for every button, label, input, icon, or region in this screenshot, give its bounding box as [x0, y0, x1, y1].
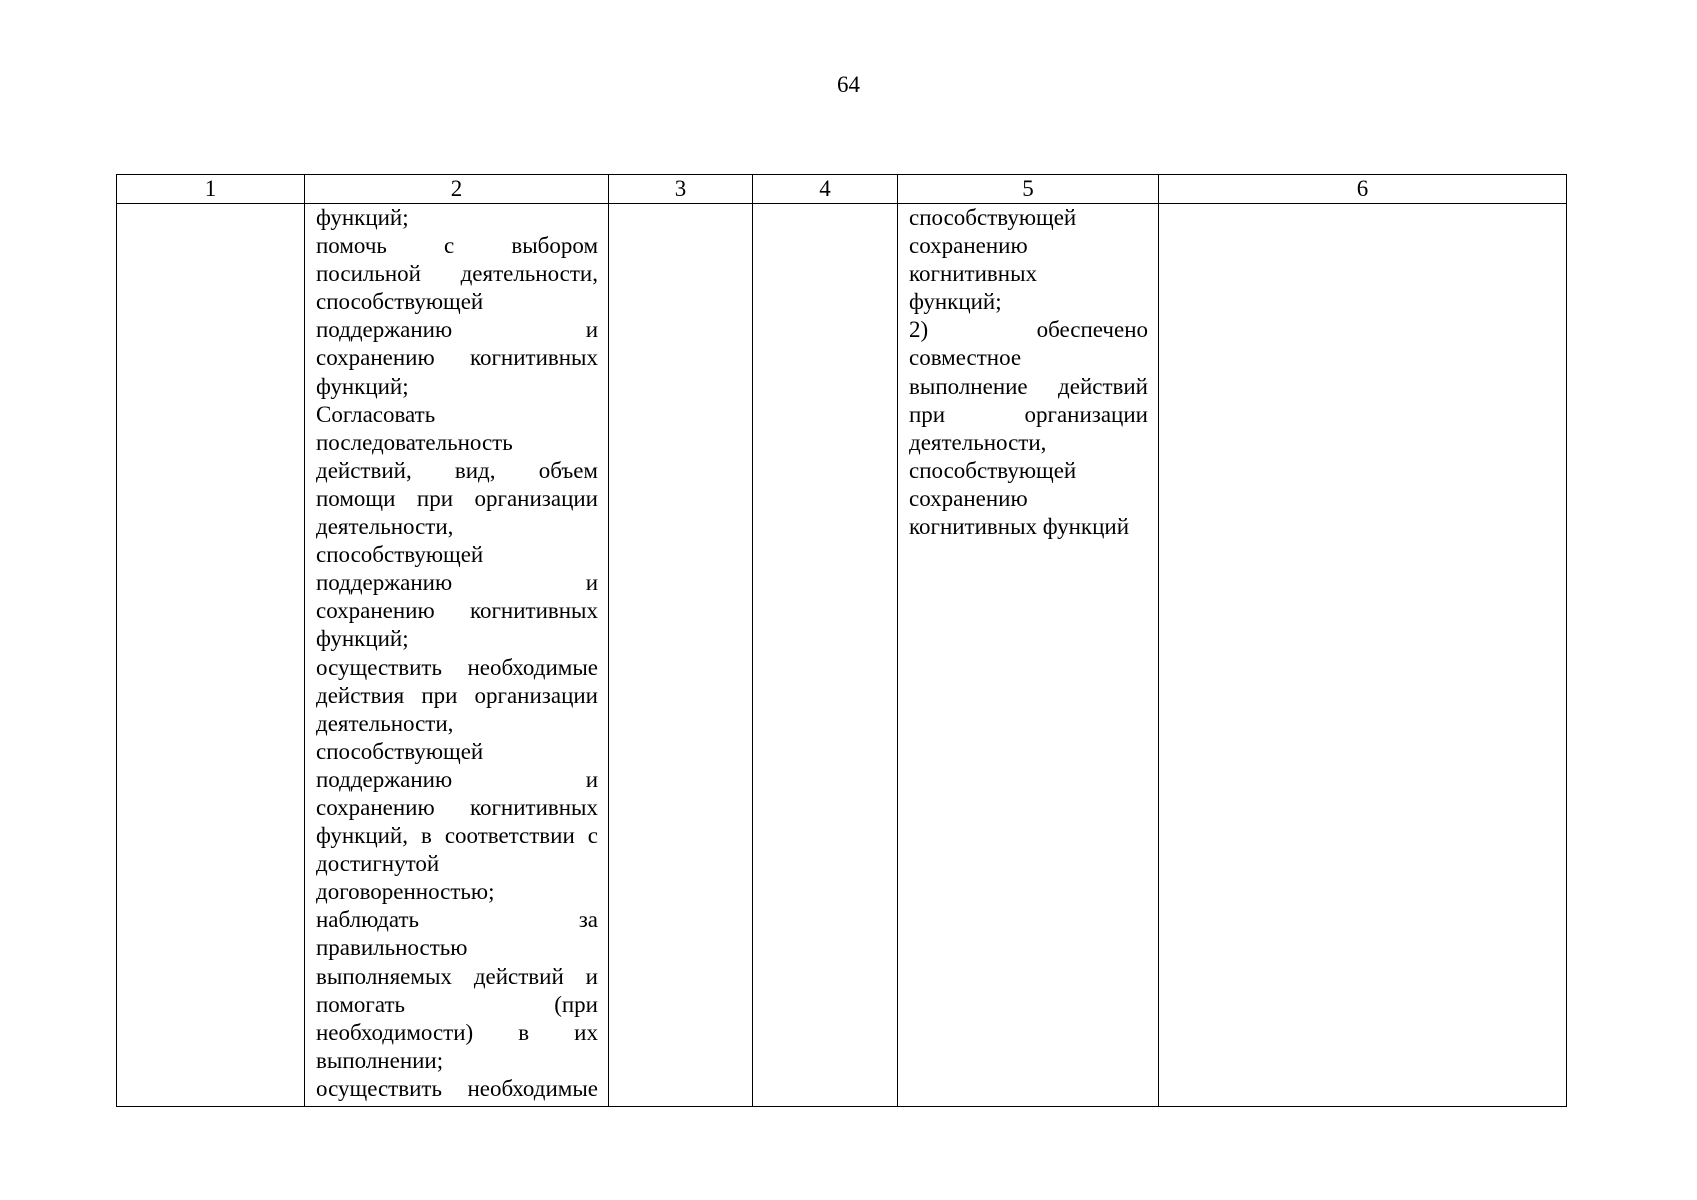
- text-line: достигнутой: [316, 851, 440, 877]
- text-line: сохранению когнитивных: [316, 598, 598, 624]
- table-header-row: [117, 175, 1567, 204]
- text-line: последовательность: [316, 429, 513, 455]
- text-line: помощи при организации: [316, 485, 598, 511]
- cell-col-2: [305, 204, 609, 1107]
- text-line: способствующей: [909, 457, 1077, 483]
- text-line: помогать (при: [316, 991, 598, 1017]
- text-line: выполнении;: [316, 1047, 444, 1073]
- text-line: поддержанию и: [316, 317, 598, 343]
- text-line: деятельности,: [316, 514, 454, 540]
- text-line: деятельности,: [316, 710, 454, 736]
- text-line: функций;: [909, 289, 1002, 315]
- text-line: деятельности,: [909, 429, 1047, 455]
- text-line: функций, в соответствии с: [316, 823, 598, 849]
- text-line: помочь с выбором: [316, 233, 598, 259]
- text-line: поддержанию и: [316, 570, 598, 596]
- text-line: сохранению: [909, 233, 1028, 259]
- text-line: функций;: [316, 205, 409, 230]
- text-line: осуществить необходимые: [316, 1075, 598, 1101]
- text-line: 2) обеспечено: [909, 317, 1148, 343]
- text-line: выполняемых действий и: [316, 963, 598, 989]
- text-line: правильностью: [316, 935, 468, 961]
- col-5-text: [898, 204, 1158, 541]
- text-line: договоренностью;: [316, 879, 495, 905]
- column-header-5: 5: [898, 175, 1159, 204]
- text-line: при организации: [909, 401, 1148, 427]
- table-row: [117, 204, 1567, 1107]
- text-line: способствующей: [316, 542, 484, 568]
- text-line: когнитивных: [909, 261, 1038, 287]
- text-line: совместное: [909, 345, 1022, 371]
- text-line: выполнение действий: [909, 373, 1148, 399]
- column-header-6: 6: [1159, 175, 1567, 204]
- text-line: функций;: [316, 373, 409, 399]
- col-2-text: [305, 204, 608, 1103]
- text-line: сохранению: [909, 485, 1028, 511]
- text-line: Согласовать: [316, 401, 436, 427]
- text-line: посильной деятельности,: [316, 261, 598, 287]
- text-line: осуществить необходимые: [316, 654, 598, 680]
- column-header-4: 4: [753, 175, 898, 204]
- text-line: способствующей: [909, 205, 1077, 230]
- cell-col-3: [609, 204, 753, 1107]
- column-header-1: 1: [117, 175, 305, 204]
- text-line: поддержанию и: [316, 766, 598, 792]
- text-line: сохранению когнитивных: [316, 345, 598, 371]
- document-table: [116, 174, 1567, 1107]
- text-line: способствующей: [316, 738, 484, 764]
- column-header-3: 3: [609, 175, 753, 204]
- cell-col-1: [117, 204, 305, 1107]
- text-line: сохранению когнитивных: [316, 794, 598, 820]
- column-header-2: 2: [305, 175, 609, 204]
- page-number: 64: [837, 72, 860, 97]
- text-line: наблюдать за: [316, 907, 598, 933]
- cell-col-6: [1159, 204, 1567, 1107]
- text-line: способствующей: [316, 289, 484, 315]
- text-line: когнитивных функций: [909, 514, 1130, 540]
- text-line: действий, вид, объем: [316, 457, 598, 483]
- cell-col-5: [898, 204, 1159, 1107]
- text-line: действия при организации: [316, 682, 598, 708]
- text-line: необходимости) в их: [316, 1019, 598, 1045]
- text-line: функций;: [316, 626, 409, 652]
- cell-col-4: [753, 204, 898, 1107]
